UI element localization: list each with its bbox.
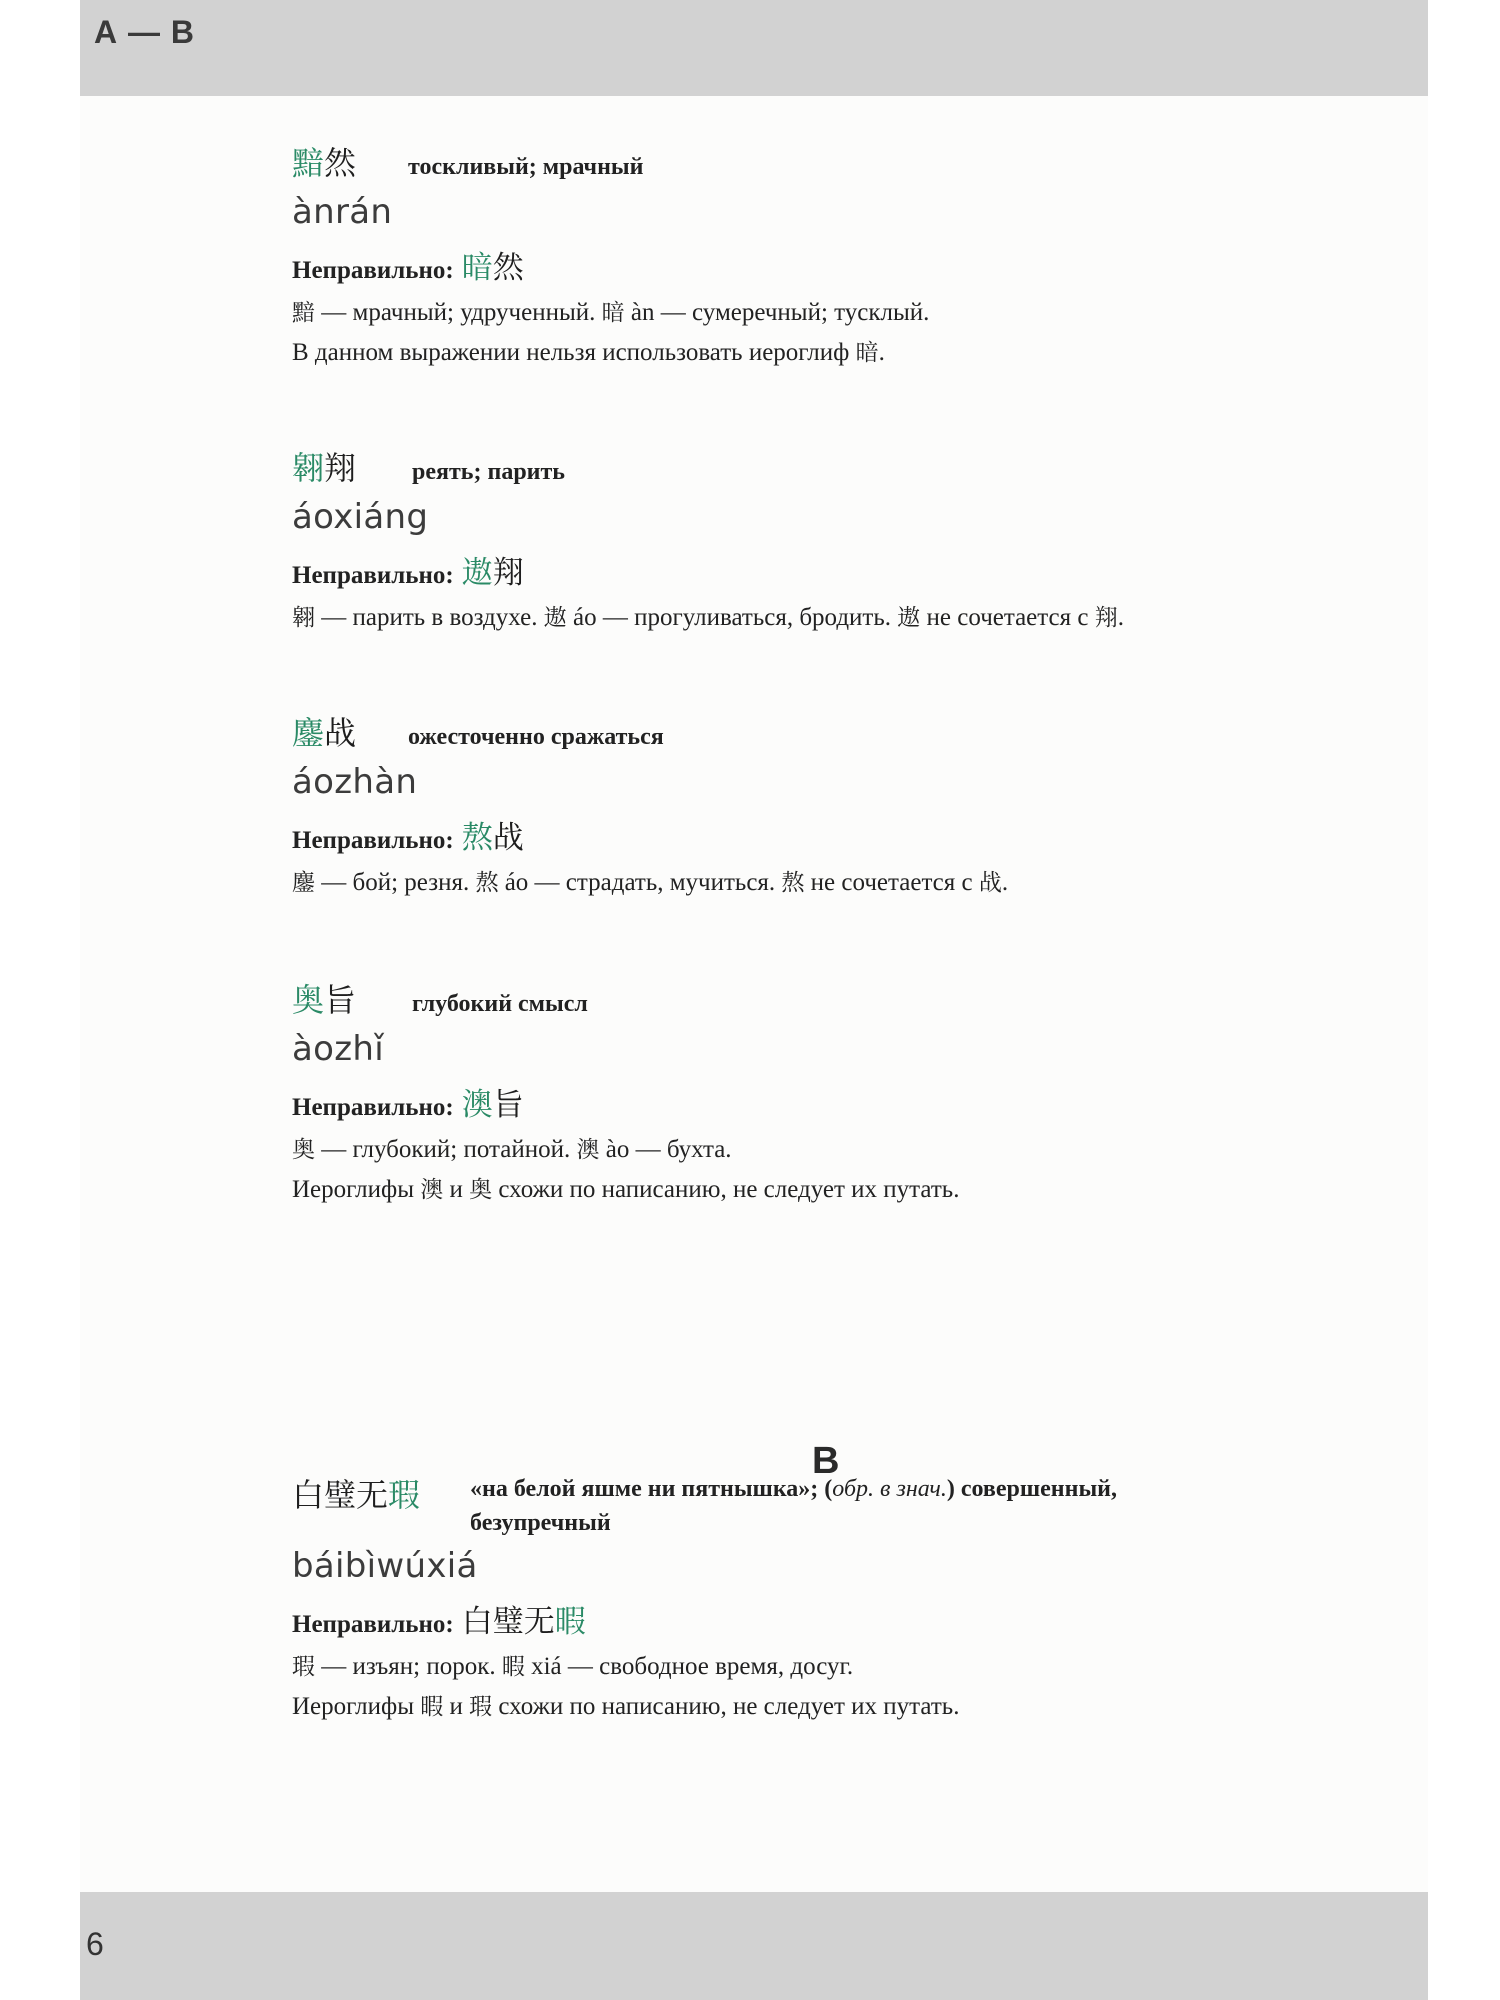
headword: 翱翔	[292, 449, 357, 487]
dictionary-entry	[292, 138, 1382, 373]
headword: 奥旨	[292, 981, 357, 1019]
explanation-line: Иероглифы 暇 и 瑕 схожи по написанию, не следует их путать.	[292, 1693, 960, 1720]
meaning: реять; парить	[412, 459, 565, 485]
pinyin: áoxiáng	[292, 497, 429, 537]
meaning: глубокий смысл	[412, 991, 588, 1017]
page-header	[80, 0, 1428, 96]
headword: 白璧无瑕	[292, 1476, 421, 1514]
meaning: тоскливый; мрачный	[408, 154, 644, 180]
headword: 鏖战	[292, 714, 357, 752]
dictionary-entry	[292, 975, 1382, 1210]
explanation	[292, 293, 1382, 373]
incorrect-variant: Неправильно: 熬战	[292, 820, 524, 856]
explanation	[292, 1647, 1382, 1727]
section-letter: В	[812, 1440, 840, 1482]
dictionary-entry	[292, 708, 1382, 903]
dictionary-entry	[292, 443, 1382, 638]
explanation-line: 瑕 — изъян; порок. 暇 xiá — свободное время, досуг.	[292, 1653, 854, 1680]
explanation-line: В данном выражении нельзя использовать иероглиф 暗.	[292, 339, 885, 366]
page-range-label: А — В	[94, 14, 195, 50]
pinyin: ànrán	[292, 192, 393, 232]
left-margin	[0, 0, 80, 2000]
explanation	[292, 598, 1382, 638]
dictionary-entry	[292, 1470, 1382, 1727]
pinyin: báibìwúxiá	[292, 1546, 478, 1586]
incorrect-variant: Неправильно: 澳旨	[292, 1087, 524, 1123]
incorrect-variant: Неправильно: 白璧无暇	[292, 1604, 586, 1640]
explanation	[292, 863, 1382, 903]
page-number: 6	[86, 1926, 104, 1962]
explanation-line: 黯 — мрачный; удрученный. 暗 àn — сумеречный; тусклый.	[292, 299, 930, 326]
meaning: ожесточенно сражаться	[408, 724, 664, 750]
headword: 黯然	[292, 144, 357, 182]
meaning: «на белой яшме ни пятнышка»; (обр. в знач.) совершенный, безупречный	[470, 1476, 1118, 1536]
page-footer	[80, 1892, 1428, 2000]
explanation-line: 鏖 — бой; резня. 熬 áo — страдать, мучиться. 熬 не сочетается с 战.	[292, 869, 1009, 896]
pinyin: àozhǐ	[292, 1029, 384, 1069]
explanation-line: 翱 — парить в воздухе. 遨 áo — прогуливаться, бродить. 遨 не сочетается с 翔.	[292, 604, 1124, 631]
dictionary-content	[292, 138, 1382, 1727]
incorrect-variant: Неправильно: 暗然	[292, 250, 524, 286]
pinyin: áozhàn	[292, 762, 418, 802]
explanation-line: 奥 — глубокий; потайной. 澳 ào — бухта.	[292, 1136, 732, 1163]
right-margin	[1428, 0, 1500, 2000]
explanation	[292, 1130, 1382, 1210]
incorrect-variant: Неправильно: 遨翔	[292, 555, 524, 591]
explanation-line: Иероглифы 澳 и 奥 схожи по написанию, не следует их путать.	[292, 1176, 960, 1203]
